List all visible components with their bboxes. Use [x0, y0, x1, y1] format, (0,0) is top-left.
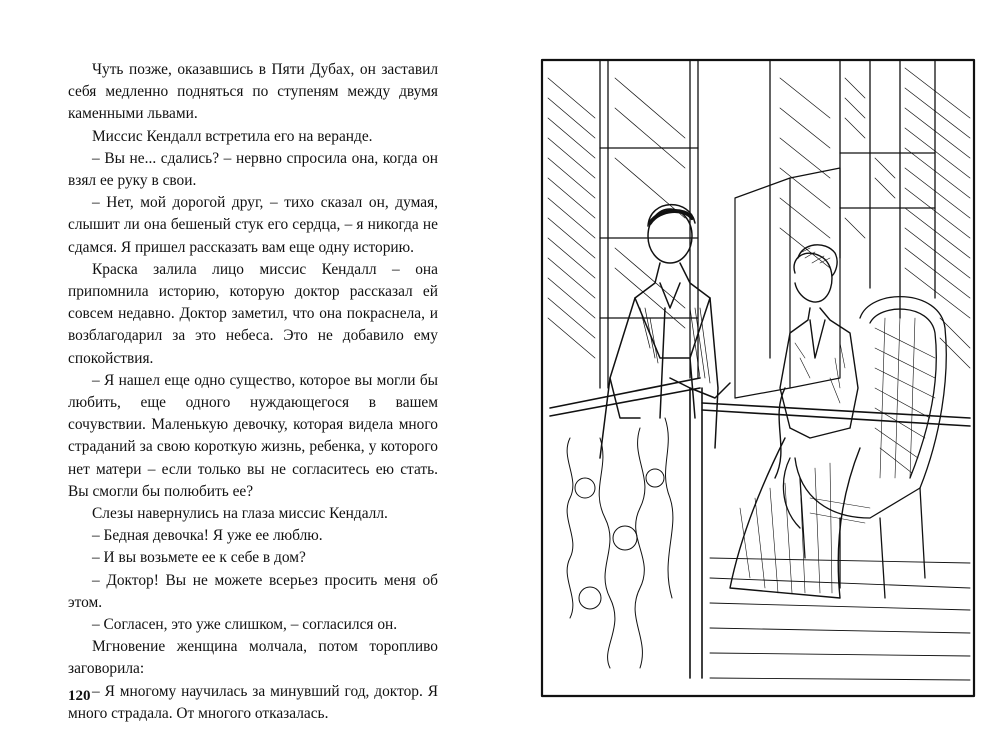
- paragraph: Слезы навернулись на глаза миссис Кендалл.: [92, 505, 388, 523]
- paragraph: – Я нашел еще одно существо, которое вы могли бы любить, еще одного нуждающегося в вашем сочувствии. Маленькую девочку, которая видела много страданий за свою короткую жизнь, ребенка, у которого нет матери – если только вы не согласитесь ею стать. Вы смогли бы полюбить ее?: [68, 371, 438, 500]
- page-number: 120: [68, 688, 91, 704]
- paragraph: – Доктор! Вы не можете всерьез просить меня об этом.: [68, 571, 438, 611]
- paragraph: – Я многому научилась за минувший год, доктор. Я много страдала. От многого отказалась.: [68, 682, 438, 722]
- right-page: [500, 0, 1000, 750]
- paragraph: – Согласен, это уже слишком, – согласился он.: [92, 616, 398, 634]
- paragraph: – И вы возьмете ее к себе в дом?: [92, 549, 306, 567]
- paragraph: – Бедная девочка! Я уже ее люблю.: [92, 527, 323, 545]
- body-text: [68, 59, 438, 725]
- paragraph: Краска залила лицо миссис Кендалл – она припомнила историю, которую доктор рассказал ей совсем недавно. Доктор заметил, что она покраснела, и возблагодарил за это небеса. Это не добавило ему спокойствия.: [68, 260, 438, 367]
- paragraph: Миссис Кендалл встретила его на веранде.: [92, 127, 373, 145]
- paragraph: Чуть позже, оказавшись в Пяти Дубах, он заставил себя медленно подняться по ступеням между двумя каменными львами.: [68, 61, 438, 123]
- paragraph: – Нет, мой дорогой друг, – тихо сказал он, думая, слышит ли она бешеный стук его сердца, – я никогда не сдамся. Я пришел рассказать вам еще одну историю.: [68, 194, 438, 256]
- pen-drawing-veranda-scene-icon: [540, 58, 976, 698]
- paragraph: – Вы не... сдались? – нервно спросила она, когда он взял ее руку в свои.: [68, 149, 438, 190]
- paragraph: Мгновение женщина молчала, потом торопливо заговорила:: [68, 638, 438, 678]
